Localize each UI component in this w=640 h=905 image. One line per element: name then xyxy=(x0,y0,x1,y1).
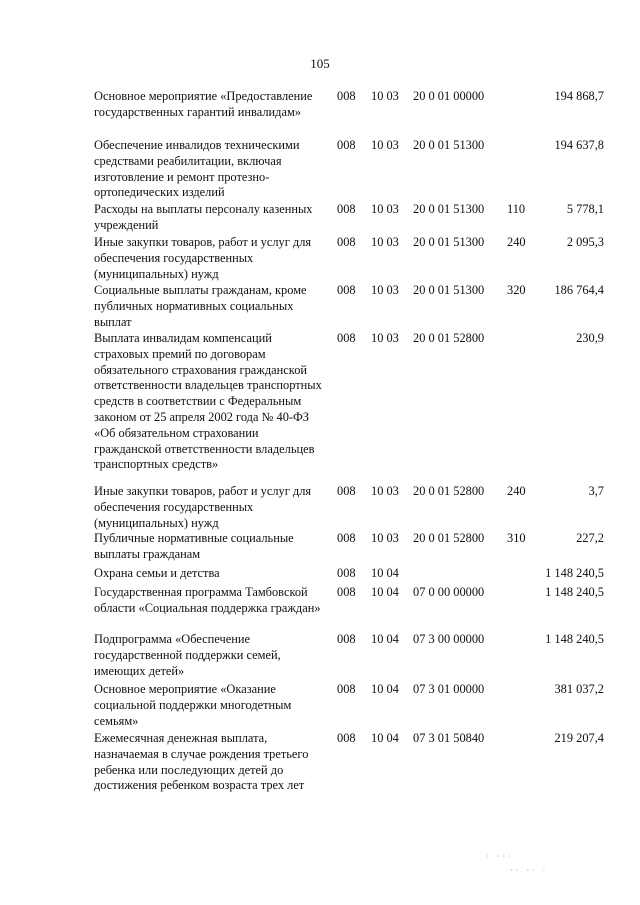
section-code: 10 04 xyxy=(371,731,399,745)
section-code: 10 04 xyxy=(371,682,399,696)
page-number: 105 xyxy=(310,56,330,71)
row-description: Основное мероприятие «Оказание социальной поддержки многодетным семьям» xyxy=(94,682,292,728)
target-article-code: 20 0 01 51300 xyxy=(413,138,485,152)
expense-type-code: 310 xyxy=(507,531,526,545)
ministry-code: 008 xyxy=(337,331,356,345)
ministry-code: 008 xyxy=(337,632,356,646)
row-description: Подпрограмма «Обеспечение государственной поддержки семей, имеющих детей» xyxy=(94,632,281,678)
target-article-code: 07 3 01 00000 xyxy=(413,682,485,696)
ministry-code: 008 xyxy=(337,531,356,545)
target-article-code: 07 3 00 00000 xyxy=(413,632,485,646)
ministry-code: 008 xyxy=(337,138,356,152)
section-code: 10 03 xyxy=(371,331,399,345)
row-description: Государственная программа Тамбовской области «Социальная поддержка граждан» xyxy=(94,585,321,615)
section-code: 10 04 xyxy=(371,632,399,646)
target-article-code: 20 0 01 52800 xyxy=(413,331,485,345)
row-description: Ежемесячная денежная выплата, назначаемая в случае рождения третьего ребенка или последующих детей до достижения ребенком возраста трех лет xyxy=(94,731,309,793)
amount: 194 868,7 xyxy=(554,89,604,103)
expense-type-code: 320 xyxy=(507,283,526,297)
ministry-code: 008 xyxy=(337,585,356,599)
row-description: Социальные выплаты гражданам, кроме публичных нормативных социальных выплат xyxy=(94,283,307,329)
amount: 219 207,4 xyxy=(554,731,604,745)
amount: 230,9 xyxy=(576,331,604,345)
section-code: 10 03 xyxy=(371,235,399,249)
section-code: 10 04 xyxy=(371,585,399,599)
row-description: Расходы на выплаты персоналу казенных учреждений xyxy=(94,202,313,232)
amount: 2 095,3 xyxy=(566,235,604,249)
ministry-code: 008 xyxy=(337,202,356,216)
ministry-code: 008 xyxy=(337,682,356,696)
target-article-code: 07 0 00 00000 xyxy=(413,585,485,599)
row-description: Охрана семьи и детства xyxy=(94,566,220,580)
target-article-code: 20 0 01 51300 xyxy=(413,283,485,297)
amount: 1 148 240,5 xyxy=(545,566,604,580)
amount: 5 778,1 xyxy=(566,202,604,216)
section-code: 10 03 xyxy=(371,138,399,152)
target-article-code: 20 0 01 00000 xyxy=(413,89,485,103)
target-article-code: 20 0 01 52800 xyxy=(413,531,485,545)
amount: 381 037,2 xyxy=(554,682,604,696)
row-description: Иные закупки товаров, работ и услуг для обеспечения государственных (муниципальных) нужд xyxy=(94,235,312,281)
amount: 1 148 240,5 xyxy=(545,585,604,599)
ministry-code: 008 xyxy=(337,731,356,745)
section-code: 10 03 xyxy=(371,202,399,216)
ministry-code: 008 xyxy=(337,566,356,580)
row-description: Обеспечение инвалидов техническими средствами реабилитации, включая изготовление и ремонт протезно-ортопедических изделий xyxy=(94,138,300,200)
target-article-code: 20 0 01 51300 xyxy=(413,202,485,216)
amount: 227,2 xyxy=(576,531,604,545)
ministry-code: 008 xyxy=(337,484,356,498)
section-code: 10 04 xyxy=(371,566,399,580)
expense-type-code: 240 xyxy=(507,484,526,498)
scan-speckle: · ··· xyxy=(486,852,514,861)
amount: 186 764,4 xyxy=(554,283,604,297)
expense-type-code: 110 xyxy=(507,202,526,216)
section-code: 10 03 xyxy=(371,283,399,297)
row-description: Основное мероприятие «Предоставление государственных гарантий инвалидам» xyxy=(94,89,313,119)
target-article-code: 20 0 01 52800 xyxy=(413,484,485,498)
ministry-code: 008 xyxy=(337,283,356,297)
ministry-code: 008 xyxy=(337,235,356,249)
target-article-code: 20 0 01 51300 xyxy=(413,235,485,249)
expense-type-code: 240 xyxy=(507,235,526,249)
section-code: 10 03 xyxy=(371,484,399,498)
target-article-code: 07 3 01 50840 xyxy=(413,731,485,745)
amount: 3,7 xyxy=(588,484,604,498)
ministry-code: 008 xyxy=(337,89,356,103)
amount: 1 148 240,5 xyxy=(545,632,604,646)
scan-speckle: ·· ·· · xyxy=(510,866,549,875)
amount: 194 637,8 xyxy=(554,138,604,152)
section-code: 10 03 xyxy=(371,89,399,103)
row-description: Выплата инвалидам компенсаций страховых премий по договорам обязательного страхования гражданской ответственности владельцев транспортных средств в соответствии с Федеральным законом от 25 апреля 2002 года № 40-ФЗ «Об обязательном страховании гражданской ответственности владельцев транспортных средств» xyxy=(94,331,322,472)
row-description: Публичные нормативные социальные выплаты гражданам xyxy=(94,531,294,561)
section-code: 10 03 xyxy=(371,531,399,545)
row-description: Иные закупки товаров, работ и услуг для обеспечения государственных (муниципальных) нужд xyxy=(94,484,312,530)
